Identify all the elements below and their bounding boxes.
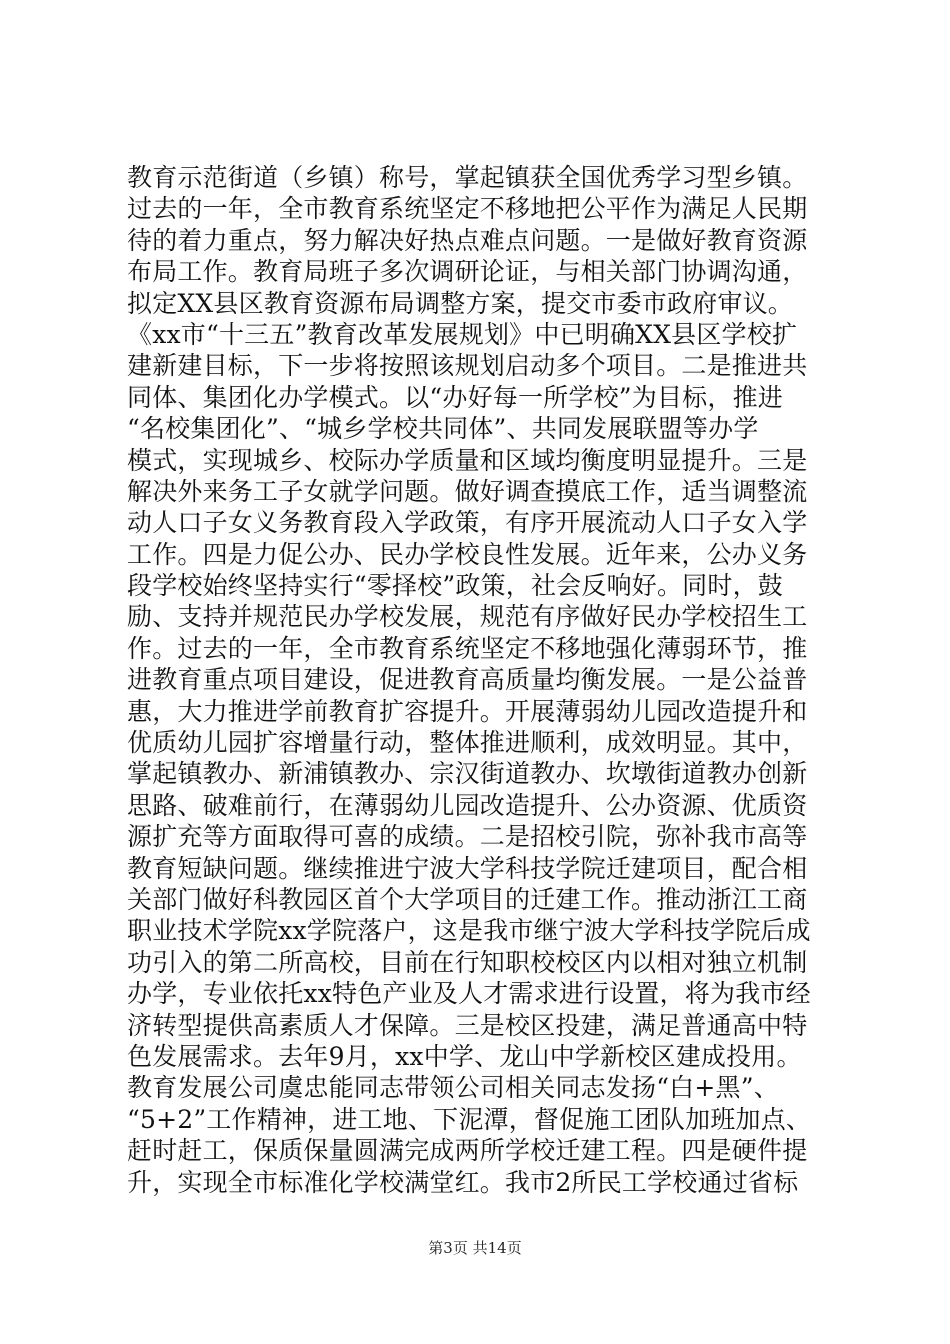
text-line: 赶时赶工，保质保量圆满完成两所学校迁建工程。四是硬件提: [127, 1136, 808, 1166]
text-line: 同体、集团化办学模式。以“办好每一所学校”为目标，推进: [127, 382, 783, 412]
text-line: 升，实现全市标准化学校满堂红。我市2所民工学校通过省标: [127, 1167, 799, 1197]
text-line: 优质幼儿园扩容增量行动，整体推进顺利，成效明显。其中，: [127, 728, 808, 758]
text-line: 建新建目标，下一步将按照该规划启动多个项目。二是推进共: [127, 351, 808, 381]
page-footer: [0, 1238, 950, 1258]
text-line: 关部门做好科教园区首个大学项目的迁建工作。推动浙江工商: [127, 884, 808, 914]
text-line: 掌起镇教办、新浦镇教办、宗汉街道教办、坎墩街道教办创新: [127, 759, 808, 789]
text-line: 励、支持并规范民办学校发展，规范有序做好民办学校招生工: [127, 602, 808, 632]
text-line: 工作。四是力促公办、民办学校良性发展。近年来，公办义务: [127, 539, 808, 569]
text-line: 模式，实现城乡、校际办学质量和区域均衡度明显提升。三是: [127, 445, 808, 475]
text-line: 教育发展公司虞忠能同志带领公司相关同志发扬“白+黑”、: [127, 1073, 779, 1103]
text-line: 教育示范街道（乡镇）称号，掌起镇获全国优秀学习型乡镇。: [127, 163, 808, 192]
text-line: 动人口子女义务教育段入学政策，有序开展流动人口子女入学: [127, 508, 808, 538]
text-line: 办学，专业依托xx特色产业及人才需求进行设置，将为我市经: [127, 979, 811, 1009]
page-number-label: 第3页 共14页: [428, 1239, 522, 1257]
text-line: 作。过去的一年，全市教育系统坚定不移地强化薄弱环节，推: [127, 633, 808, 663]
text-line: 过去的一年，全市教育系统坚定不移地把公平作为满足人民期: [127, 194, 808, 224]
text-line: 思路、破难前行，在薄弱幼儿园改造提升、公办资源、优质资: [127, 790, 808, 820]
text-line: 段学校始终坚持实行“零择校”政策，社会反响好。同时，鼓: [127, 571, 783, 601]
text-line: 拟定XX县区教育资源布局调整方案，提交市委市政府审议。: [127, 288, 793, 318]
text-line: 色发展需求。去年9月，xx中学、龙山中学新校区建成投用。: [127, 1041, 802, 1071]
text-line: “名校集团化”、“城乡学校共同体”、共同发展联盟等办学: [127, 414, 759, 444]
text-line: 教育短缺问题。继续推进宁波大学科技学院迁建项目，配合相: [127, 853, 808, 883]
text-line: 待的着力重点，努力解决好热点难点问题。一是做好教育资源: [127, 225, 808, 255]
text-line: 解决外来务工子女就学问题。做好调查摸底工作，适当调整流: [127, 476, 808, 506]
text-line: 源扩充等方面取得可喜的成绩。二是招校引院，弥补我市高等: [127, 822, 808, 852]
text-line: 《xx市“十三五”教育改革发展规划》中已明确XX县区学校扩: [127, 319, 798, 349]
text-line: 惠，大力推进学前教育扩容提升。开展薄弱幼儿园改造提升和: [127, 696, 808, 726]
body-text: [127, 162, 827, 1198]
text-line: 济转型提供高素质人才保障。三是校区投建，满足普通高中特: [127, 1010, 808, 1040]
text-line: 功引入的第二所高校，目前在行知职校校区内以相对独立机制: [127, 947, 808, 977]
text-line: 进教育重点项目建设，促进教育高质量均衡发展。一是公益普: [127, 665, 808, 695]
text-line: 布局工作。教育局班子多次调研论证，与相关部门协调沟通，: [127, 257, 808, 287]
text-line: 职业技术学院xx学院落户，这是我市继宁波大学科技学院后成: [127, 916, 811, 946]
text-line: “5+2”工作精神，进工地、下泥潭，督促施工团队加班加点、: [127, 1104, 812, 1134]
